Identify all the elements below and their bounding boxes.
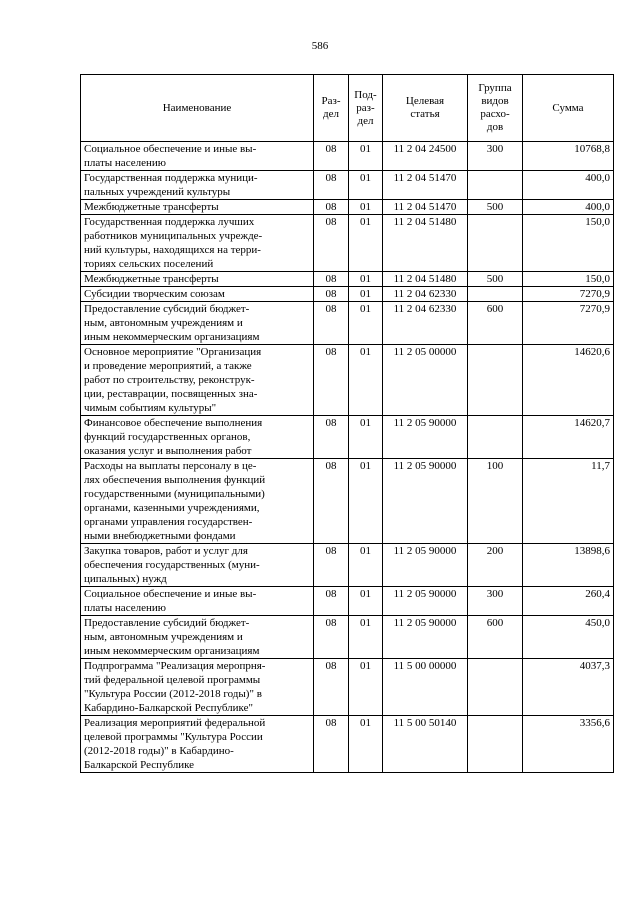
table-row [81, 142, 614, 171]
cell-group [468, 215, 523, 272]
cell-name: Межбюджетные трансферты [81, 200, 314, 215]
table-row [81, 345, 614, 416]
table-row [81, 302, 614, 345]
table-row [81, 287, 614, 302]
cell-subsection: 01 [349, 416, 383, 459]
cell-target: 11 2 05 90000 [383, 587, 468, 616]
cell-section: 08 [314, 459, 349, 544]
cell-target: 11 2 05 00000 [383, 345, 468, 416]
cell-name: Подпрограмма "Реализация меропрня- тий федеральной целевой программы "Культура России (2012-2018 годы)" в Кабардино-Балкарской Республике" [81, 659, 314, 716]
header-name: Наименование [81, 75, 314, 142]
table-row [81, 616, 614, 659]
table-row [81, 659, 614, 716]
cell-target: 11 2 05 90000 [383, 544, 468, 587]
cell-name: Социальное обеспечение и иные вы- платы населению [81, 142, 314, 171]
cell-section: 08 [314, 544, 349, 587]
cell-target: 11 2 05 90000 [383, 616, 468, 659]
cell-group: 100 [468, 459, 523, 544]
cell-section: 08 [314, 716, 349, 773]
table-row [81, 272, 614, 287]
cell-target: 11 2 04 24500 [383, 142, 468, 171]
cell-section: 08 [314, 171, 349, 200]
cell-group [468, 716, 523, 773]
cell-group [468, 287, 523, 302]
table-row [81, 200, 614, 215]
cell-sum: 14620,7 [523, 416, 614, 459]
cell-name: Расходы на выплаты персоналу в це- лях обеспечения выполнения функций государственными (муниципальными) органами, казенными учреждениями, органами управления государствен- ными внебюджетными фондами [81, 459, 314, 544]
cell-sum: 13898,6 [523, 544, 614, 587]
cell-subsection: 01 [349, 544, 383, 587]
cell-subsection: 01 [349, 142, 383, 171]
cell-target: 11 5 00 00000 [383, 659, 468, 716]
cell-subsection: 01 [349, 459, 383, 544]
cell-sum: 260,4 [523, 587, 614, 616]
cell-section: 08 [314, 200, 349, 215]
cell-section: 08 [314, 416, 349, 459]
cell-section: 08 [314, 215, 349, 272]
cell-name: Предоставление субсидий бюджет- ным, автономным учреждениям и иным некоммерческим организациям [81, 302, 314, 345]
cell-name: Государственная поддержка муници- пальных учреждений культуры [81, 171, 314, 200]
cell-group [468, 171, 523, 200]
cell-group: 500 [468, 272, 523, 287]
header-sum: Сумма [523, 75, 614, 142]
table-row [81, 587, 614, 616]
cell-name: Субсидии творческим союзам [81, 287, 314, 302]
cell-subsection: 01 [349, 215, 383, 272]
cell-group [468, 345, 523, 416]
table-body [81, 142, 614, 773]
table-header-row [81, 75, 614, 142]
cell-subsection: 01 [349, 345, 383, 416]
cell-target: 11 2 04 51480 [383, 272, 468, 287]
cell-group: 600 [468, 302, 523, 345]
table-row [81, 459, 614, 544]
cell-section: 08 [314, 659, 349, 716]
table-row [81, 215, 614, 272]
cell-name: Государственная поддержка лучших работников муниципальных учрежде- ний культуры, находящихся на терри- ториях сельских поселений [81, 215, 314, 272]
cell-subsection: 01 [349, 287, 383, 302]
cell-subsection: 01 [349, 171, 383, 200]
cell-sum: 14620,6 [523, 345, 614, 416]
cell-group: 300 [468, 142, 523, 171]
cell-target: 11 2 04 62330 [383, 302, 468, 345]
cell-name: Основное мероприятие "Организация и проведение мероприятий, а также работ по строительству, реконструк- ции, реставрации, посвященных зна- чимым событиям культуры" [81, 345, 314, 416]
cell-subsection: 01 [349, 200, 383, 215]
cell-target: 11 2 05 90000 [383, 416, 468, 459]
cell-section: 08 [314, 302, 349, 345]
cell-name: Межбюджетные трансферты [81, 272, 314, 287]
cell-section: 08 [314, 287, 349, 302]
cell-sum: 150,0 [523, 215, 614, 272]
cell-sum: 7270,9 [523, 287, 614, 302]
cell-sum: 7270,9 [523, 302, 614, 345]
cell-target: 11 2 04 51480 [383, 215, 468, 272]
cell-sum: 450,0 [523, 616, 614, 659]
cell-section: 08 [314, 142, 349, 171]
table-row [81, 716, 614, 773]
cell-name: Финансовое обеспечение выполнения функций государственных органов, оказания услуг и выполнения работ [81, 416, 314, 459]
cell-group [468, 659, 523, 716]
cell-sum: 10768,8 [523, 142, 614, 171]
cell-group: 500 [468, 200, 523, 215]
budget-table [80, 74, 614, 773]
cell-subsection: 01 [349, 587, 383, 616]
cell-target: 11 2 05 90000 [383, 459, 468, 544]
cell-name: Закупка товаров, работ и услуг для обеспечения государственных (муни- ципальных) нужд [81, 544, 314, 587]
cell-group: 200 [468, 544, 523, 587]
cell-subsection: 01 [349, 302, 383, 345]
cell-sum: 11,7 [523, 459, 614, 544]
cell-sum: 3356,6 [523, 716, 614, 773]
cell-group [468, 416, 523, 459]
cell-subsection: 01 [349, 659, 383, 716]
cell-subsection: 01 [349, 272, 383, 287]
header-section: Раз- дел [314, 75, 349, 142]
cell-name: Реализация мероприятий федеральной целевой программы "Культура России (2012-2018 годы)" в Кабардино- Балкарской Республике [81, 716, 314, 773]
cell-target: 11 2 04 62330 [383, 287, 468, 302]
cell-name: Предоставление субсидий бюджет- ным, автономным учреждениям и иным некоммерческим организациям [81, 616, 314, 659]
cell-section: 08 [314, 345, 349, 416]
cell-sum: 400,0 [523, 171, 614, 200]
cell-section: 08 [314, 272, 349, 287]
cell-target: 11 2 04 51470 [383, 200, 468, 215]
cell-section: 08 [314, 587, 349, 616]
header-subsection: Под- раз- дел [349, 75, 383, 142]
page-number: 586 [311, 40, 329, 52]
cell-target: 11 5 00 50140 [383, 716, 468, 773]
cell-section: 08 [314, 616, 349, 659]
table-row [81, 416, 614, 459]
cell-sum: 150,0 [523, 272, 614, 287]
table-row [81, 544, 614, 587]
cell-group: 600 [468, 616, 523, 659]
table-row [81, 171, 614, 200]
header-group: Группа видов расхо- дов [468, 75, 523, 142]
cell-group: 300 [468, 587, 523, 616]
cell-subsection: 01 [349, 616, 383, 659]
cell-target: 11 2 04 51470 [383, 171, 468, 200]
cell-sum: 4037,3 [523, 659, 614, 716]
header-target: Целевая статья [383, 75, 468, 142]
cell-name: Социальное обеспечение и иные вы- платы населению [81, 587, 314, 616]
cell-subsection: 01 [349, 716, 383, 773]
cell-sum: 400,0 [523, 200, 614, 215]
